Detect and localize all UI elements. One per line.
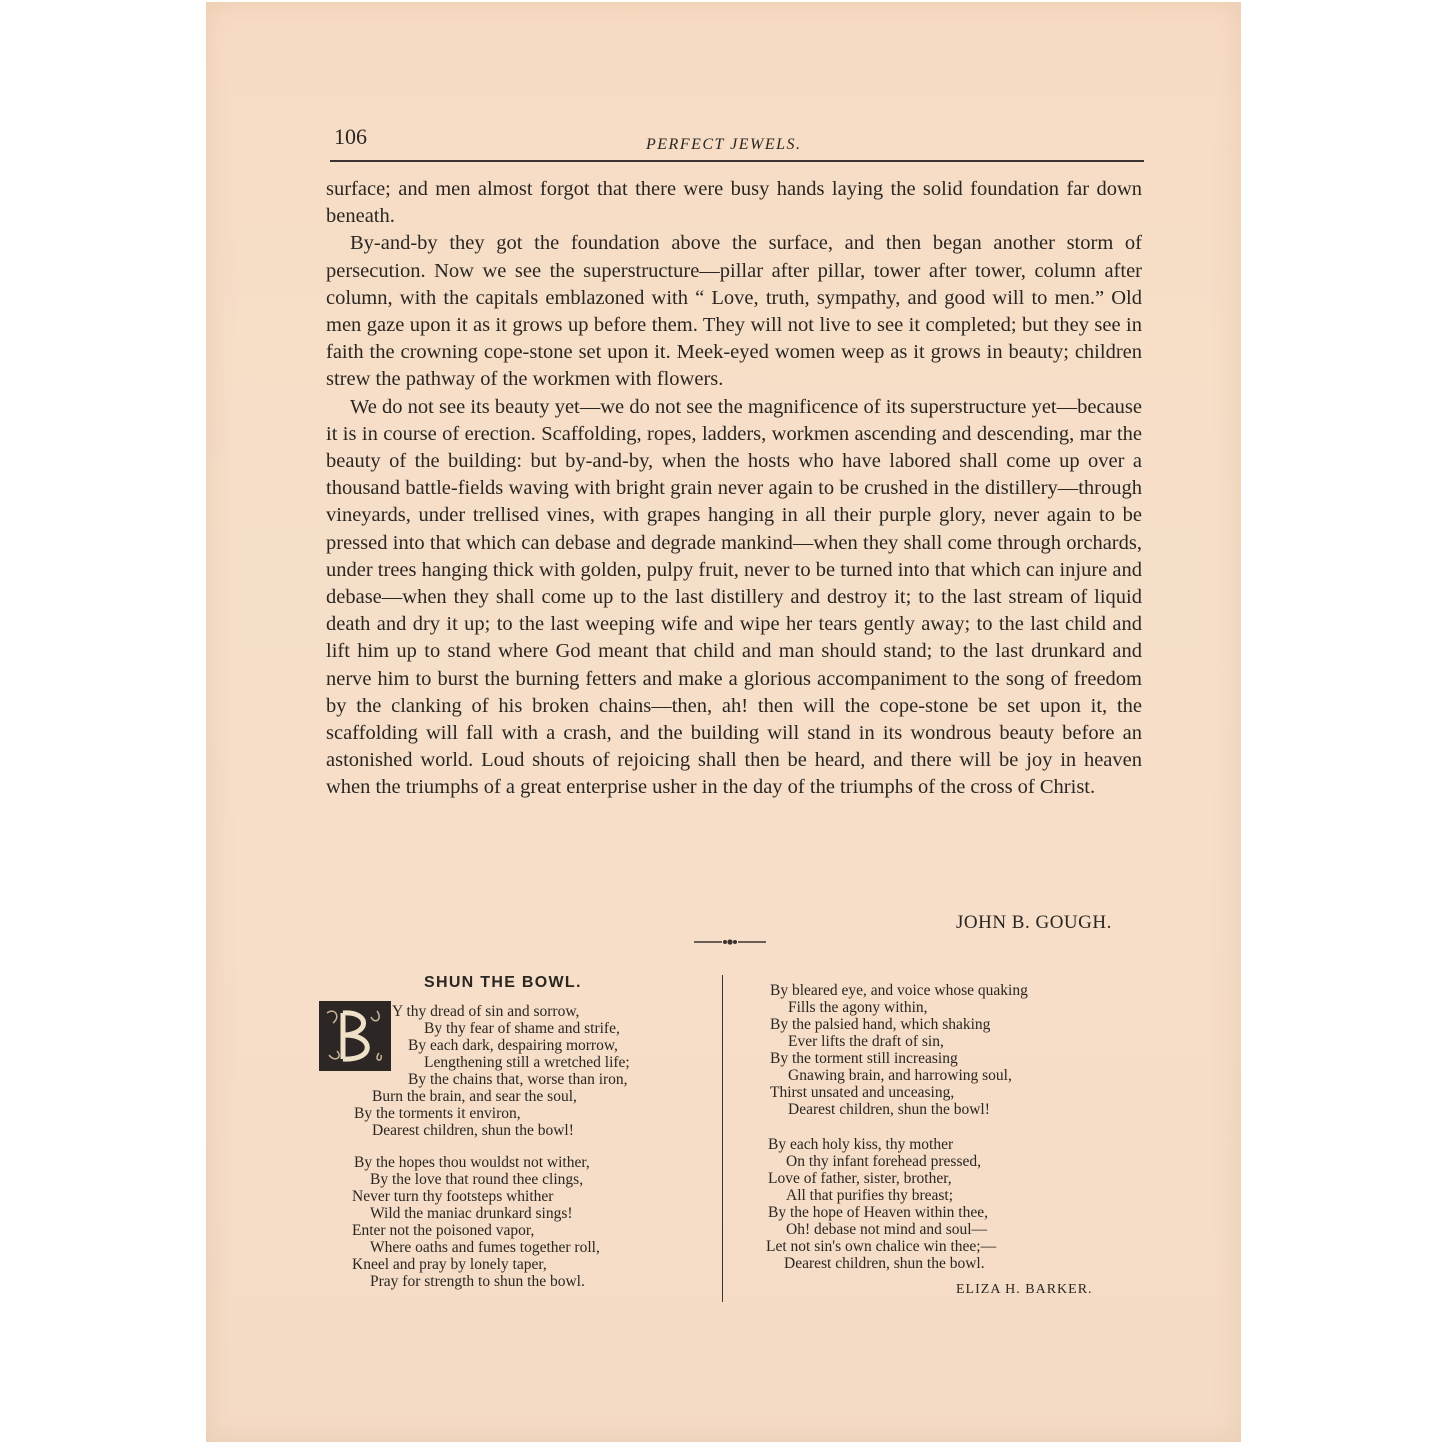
poem-line: Never turn thy footsteps whither <box>352 1188 554 1205</box>
header-rule <box>330 160 1144 162</box>
article-author: JOHN B. GOUGH. <box>956 912 1112 933</box>
illuminated-dropcap-icon <box>319 1001 391 1071</box>
poem-line: Oh! debase not mind and soul— <box>786 1221 988 1238</box>
poem-line: Dearest children, shun the bowl! <box>372 1122 574 1139</box>
svg-text:B: B <box>355 1067 356 1068</box>
poem-line: Ever lifts the draft of sin, <box>788 1033 944 1050</box>
poem-line: By bleared eye, and voice whose quaking <box>770 982 1028 999</box>
poem-line: Wild the maniac drunkard sings! <box>370 1205 573 1222</box>
poem-line: By each dark, despairing morrow, <box>408 1037 618 1054</box>
poem-line: Dearest children, shun the bowl! <box>788 1101 990 1118</box>
poem-line: By the torment still increasing <box>770 1050 958 1067</box>
poem-author: ELIZA H. BARKER. <box>956 1282 1093 1297</box>
paragraph-3: We do not see its beauty yet—we do not see the magnificence of its superstructure yet—because it is in course of erection. Scaffolding, ropes, ladders, workmen ascending and descending, mar the beauty of the building: but by-and-by, when the hosts who have labored shall come up over a thousand battle-fields waving with bright grain never again to be crushed in the distillery—through vineyards, under trellised vines, with grapes hanging in all their purple glory, never again to be pressed into that which can debase and degrade mankind—when they shall come through orchards, under trees hanging thick with golden, pulpy fruit, never to be turned into that which can injure and debase—when they shall come up to the last distillery and destroy it; to the last stream of liquid death and dry it up; to the last weeping wife and wipe her tears gently away; to the last child and lift him up to stand where God meant that child and man should stand; to the last drunkard and nerve him to burst the burning fetters and make a glorious accompaniment to the song of freedom by the clanking of his broken chains—then, ah! then will the cope-stone be set upon it, the scaffolding will fall with a crash, and the building will stand in its wondrous beauty before an astonished world. Loud shouts of rejoicing shall then be heard, and there will be joy in heaven when the triumphs of a great enterprise usher in the day of the triumphs of the cross of Christ. <box>326 395 1142 799</box>
page-number: 106 <box>334 124 367 149</box>
paragraph-1: surface; and men almost forgot that there were busy hands laying the solid foundation far down beneath. <box>326 178 1142 228</box>
poem-line: By the hopes thou wouldst not wither, <box>354 1154 590 1171</box>
poem-line: By the hope of Heaven within thee, <box>768 1204 988 1221</box>
poem-line: By each holy kiss, thy mother <box>768 1136 954 1153</box>
poem-line: Burn the brain, and sear the soul, <box>372 1088 577 1105</box>
poem-line: Thirst unsated and unceasing, <box>770 1084 955 1101</box>
poem-line: By thy fear of shame and strife, <box>424 1020 620 1037</box>
article-body <box>326 176 1142 802</box>
poem-line: Love of father, sister, brother, <box>768 1170 952 1187</box>
poem-line: Pray for strength to shun the bowl. <box>370 1273 585 1290</box>
running-title: PERFECT JEWELS. <box>646 136 802 153</box>
poem-line: Kneel and pray by lonely taper, <box>352 1256 547 1273</box>
poem-line: Fills the agony within, <box>788 999 928 1016</box>
column-divider <box>722 975 723 1302</box>
poem-line: All that purifies thy breast; <box>786 1187 954 1204</box>
poem-line: By the palsied hand, which shaking <box>770 1016 991 1033</box>
poem-line: By the love that round thee clings, <box>370 1171 584 1188</box>
poem-line: By the chains that, worse than iron, <box>408 1071 628 1088</box>
paragraph-2: By-and-by they got the foundation above the surface, and then began another storm of persecution. Now we see the superstructure—pillar after pillar, tower after tower, column after column, with the capitals emblazoned with “ Love, truth, sympathy, and good will to men.” Old men gaze upon it as it grows up before them. They will not live to see it completed; but they see in faith the crowning cope-stone set upon it. Meek-eyed women weep as it grows in beauty; children strew the pathway of the workmen with flowers. <box>326 232 1142 391</box>
poem-title: SHUN THE BOWL. <box>424 974 582 991</box>
poem-line: Dearest children, shun the bowl. <box>784 1255 985 1272</box>
poem-line: Y thy dread of sin and sorrow, <box>392 1003 580 1020</box>
poem-line: By the torments it environ, <box>354 1105 521 1122</box>
poem-line: Gnawing brain, and harrowing soul, <box>788 1067 1012 1084</box>
poem-line: Enter not the poisoned vapor, <box>352 1222 535 1239</box>
poem-line: Lengthening still a wretched life; <box>424 1054 630 1071</box>
ornament-divider-icon <box>694 936 766 948</box>
poem-line: Where oaths and fumes together roll, <box>370 1239 600 1256</box>
poem-line: Let not sin's own chalice win thee;— <box>766 1238 997 1255</box>
poem-line: On thy infant forehead pressed, <box>786 1153 981 1170</box>
